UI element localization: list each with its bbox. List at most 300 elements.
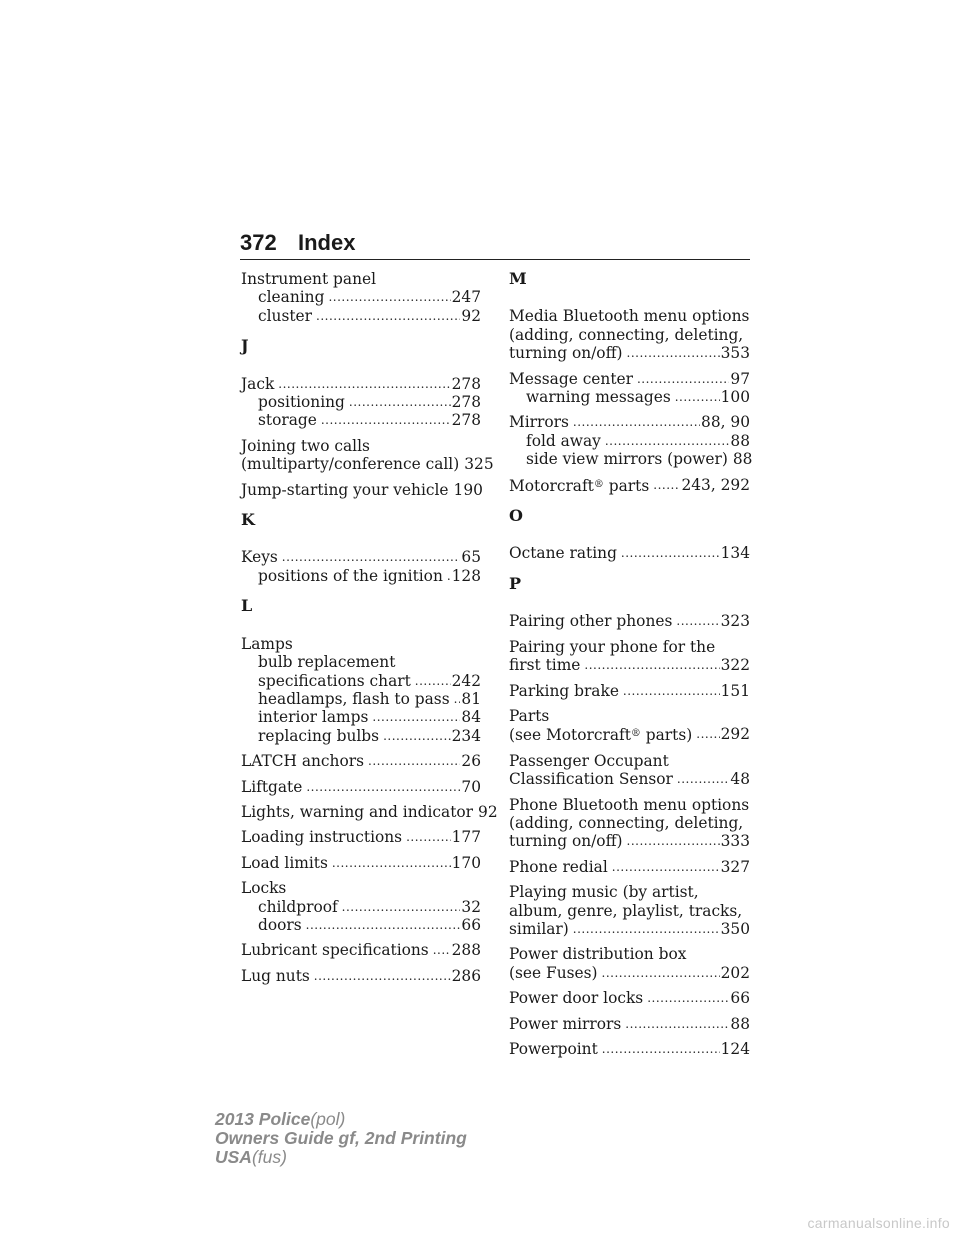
index-line bbox=[241, 828, 481, 846]
dot-leader bbox=[278, 375, 450, 393]
page-reference: 65 bbox=[461, 548, 481, 567]
index-line bbox=[509, 964, 750, 982]
dot-leader bbox=[321, 411, 451, 429]
entry-term-text: cleaning bbox=[258, 288, 325, 307]
dot-leader bbox=[282, 548, 461, 566]
entry-term-text: LATCH anchors bbox=[241, 752, 364, 771]
entry-term-text: Classification Sensor bbox=[509, 770, 673, 789]
dot-leader bbox=[383, 727, 451, 745]
index-subentry bbox=[509, 432, 750, 450]
entry-term bbox=[509, 858, 608, 876]
index-entry bbox=[509, 883, 750, 938]
index-entry bbox=[509, 707, 750, 745]
entry-term-rest: parts bbox=[603, 476, 650, 495]
index-line bbox=[241, 375, 481, 393]
entry-term-text: album, genre, playlist, tracks, bbox=[509, 901, 743, 920]
entry-term bbox=[241, 437, 370, 455]
entry-term bbox=[509, 413, 569, 431]
dot-leader bbox=[676, 612, 719, 630]
index-line bbox=[241, 455, 494, 474]
section-letter: L bbox=[241, 596, 253, 616]
index-subentry bbox=[241, 672, 481, 690]
entry-term bbox=[509, 344, 623, 362]
dot-leader bbox=[306, 778, 460, 796]
page-reference: 278 bbox=[451, 393, 481, 412]
index-entry bbox=[509, 638, 750, 675]
entry-term-text: Lug nuts bbox=[241, 966, 310, 985]
index-line bbox=[241, 635, 481, 653]
dot-leader bbox=[372, 708, 460, 726]
page-reference: 170 bbox=[451, 853, 481, 872]
index-entry bbox=[509, 544, 750, 562]
index-entry bbox=[509, 476, 750, 495]
page-reference: 234 bbox=[451, 726, 481, 745]
index-entry bbox=[241, 967, 481, 985]
page-reference: 88 bbox=[732, 450, 753, 469]
index-line bbox=[241, 778, 481, 796]
index-subentry bbox=[241, 653, 481, 671]
index-entry bbox=[241, 548, 481, 585]
index-line bbox=[241, 437, 481, 455]
dot-leader bbox=[602, 1040, 720, 1058]
index-line bbox=[509, 770, 750, 788]
entry-term bbox=[509, 707, 549, 725]
dot-leader bbox=[584, 656, 719, 674]
dot-leader bbox=[415, 672, 451, 690]
entry-term-text: storage bbox=[258, 411, 317, 430]
entry-term-text: similar) bbox=[509, 919, 569, 938]
dot-leader bbox=[696, 725, 719, 744]
index-line bbox=[241, 967, 481, 985]
page-reference: 84 bbox=[461, 708, 481, 727]
index-line bbox=[241, 548, 481, 566]
dot-leader bbox=[454, 690, 461, 708]
entry-term bbox=[509, 638, 715, 656]
entry-term bbox=[241, 854, 328, 872]
entry-term-text: Jump-starting your vehicle bbox=[241, 480, 449, 499]
page-reference: 353 bbox=[720, 344, 750, 363]
dot-leader bbox=[573, 413, 700, 431]
entry-term-text: Playing music (by artist, bbox=[509, 883, 699, 902]
index-entry bbox=[241, 802, 498, 821]
entry-term-text: first time bbox=[509, 656, 581, 675]
index-line bbox=[509, 858, 750, 876]
entry-term bbox=[258, 916, 302, 934]
entry-term bbox=[509, 796, 749, 814]
entry-term-text: doors bbox=[258, 915, 302, 934]
entry-term bbox=[509, 612, 672, 630]
index-entry bbox=[241, 828, 481, 846]
entry-term bbox=[509, 725, 692, 744]
entry-term bbox=[241, 548, 278, 566]
entry-term-text: interior lamps bbox=[258, 708, 369, 727]
page-reference: 242 bbox=[451, 671, 481, 690]
header-rule bbox=[240, 259, 750, 260]
page-reference: 333 bbox=[720, 832, 750, 851]
entry-term bbox=[509, 682, 619, 700]
entry-term-text: Motorcraft bbox=[509, 476, 594, 495]
entry-term bbox=[241, 375, 274, 393]
index-line bbox=[509, 752, 750, 770]
page-reference: 247 bbox=[451, 288, 481, 307]
index-column-left bbox=[241, 270, 498, 992]
dot-leader bbox=[653, 476, 680, 495]
dot-leader bbox=[627, 344, 720, 362]
entry-term-text: fold away bbox=[526, 431, 601, 450]
entry-term bbox=[241, 803, 473, 821]
entry-term bbox=[509, 752, 669, 770]
footer-line-2: Owners Guide gf, 2nd Printing bbox=[215, 1128, 467, 1148]
index-entry bbox=[509, 307, 750, 362]
entry-term-text: Locks bbox=[241, 879, 287, 898]
section-letter: O bbox=[509, 506, 523, 526]
dot-leader bbox=[349, 393, 451, 411]
index-subentry bbox=[241, 916, 481, 934]
entry-term bbox=[509, 902, 742, 920]
entry-term bbox=[509, 307, 749, 325]
footer-model: 2013 Police bbox=[215, 1109, 311, 1129]
entry-term-text: (see Motorcraft bbox=[509, 726, 631, 745]
entry-term bbox=[258, 411, 317, 429]
page-reference: 100 bbox=[720, 388, 750, 407]
entry-term-text: bulb replacement bbox=[258, 653, 396, 672]
entry-term-text: positioning bbox=[258, 393, 345, 412]
index-line bbox=[241, 941, 481, 959]
entry-term bbox=[509, 656, 580, 674]
index-line bbox=[241, 854, 481, 872]
entry-term bbox=[509, 476, 649, 495]
dot-leader bbox=[602, 964, 720, 982]
dot-leader bbox=[647, 989, 729, 1007]
index-subentry bbox=[241, 411, 481, 429]
index-line bbox=[509, 344, 750, 362]
entry-term-text: Pairing other phones bbox=[509, 612, 673, 631]
dot-leader bbox=[627, 832, 720, 850]
section-letter: J bbox=[241, 336, 249, 356]
index-line bbox=[509, 989, 750, 1007]
dot-leader bbox=[637, 370, 729, 388]
entry-term bbox=[509, 814, 743, 832]
index-entry bbox=[509, 413, 753, 469]
index-entry bbox=[509, 752, 750, 789]
entry-term-text: turning on/off) bbox=[509, 344, 623, 363]
page-reference: 32 bbox=[461, 897, 481, 916]
page-title: Index bbox=[298, 230, 356, 255]
entry-term-text: Power mirrors bbox=[509, 1014, 622, 1033]
entry-term-text: Power distribution box bbox=[509, 945, 687, 964]
index-line bbox=[509, 707, 750, 725]
entry-term bbox=[258, 288, 324, 306]
entry-term-text: Joining two calls bbox=[241, 436, 370, 455]
entry-term bbox=[509, 370, 633, 388]
entry-term bbox=[258, 727, 379, 745]
page-reference: 26 bbox=[461, 752, 481, 771]
index-line bbox=[509, 814, 750, 832]
page-reference: 88 bbox=[730, 431, 750, 450]
entry-term-text: Pairing your phone for the bbox=[509, 637, 716, 656]
footer bbox=[215, 1110, 467, 1167]
entry-term-text: Octane rating bbox=[509, 544, 617, 563]
index-entry bbox=[509, 945, 750, 982]
page-reference: 286 bbox=[451, 966, 481, 985]
entry-term-text: specifications chart bbox=[258, 671, 411, 690]
dot-leader bbox=[612, 858, 720, 876]
page-reference: 322 bbox=[720, 656, 750, 675]
page-reference: 70 bbox=[461, 777, 481, 796]
entry-term bbox=[241, 635, 293, 653]
entry-term-text: headlamps, flash to pass bbox=[258, 689, 450, 708]
index-line bbox=[509, 638, 750, 656]
page-reference: 66 bbox=[730, 989, 750, 1008]
index-line bbox=[509, 612, 750, 630]
index-subentry bbox=[241, 727, 481, 745]
registered-mark: ® bbox=[630, 728, 641, 740]
index-entry bbox=[241, 270, 481, 325]
index-subentry bbox=[241, 393, 481, 411]
index-line bbox=[241, 270, 481, 288]
index-line bbox=[509, 832, 750, 850]
footer-line-3 bbox=[215, 1148, 467, 1167]
entry-term-text: Power door locks bbox=[509, 989, 644, 1008]
entry-term bbox=[241, 455, 459, 473]
dot-leader bbox=[605, 432, 730, 450]
dot-leader bbox=[573, 920, 720, 938]
entry-term bbox=[241, 752, 364, 770]
entry-term-text: Parking brake bbox=[509, 681, 619, 700]
index-entry bbox=[509, 1015, 750, 1033]
index-column-right bbox=[509, 269, 753, 1065]
entry-term bbox=[509, 1015, 621, 1033]
entry-term bbox=[258, 307, 312, 325]
entry-term bbox=[509, 544, 617, 562]
entry-term bbox=[241, 778, 302, 796]
dot-leader bbox=[306, 916, 461, 934]
index-subentry bbox=[241, 307, 481, 325]
dot-leader bbox=[368, 752, 460, 770]
index-entry bbox=[509, 612, 750, 630]
dot-leader bbox=[328, 288, 450, 306]
dot-leader bbox=[447, 567, 451, 585]
entry-term-text: turning on/off) bbox=[509, 832, 623, 851]
entry-term bbox=[509, 883, 699, 901]
section-letter: P bbox=[509, 573, 522, 593]
entry-term-text: warning messages bbox=[526, 388, 671, 407]
index-entry bbox=[241, 879, 481, 934]
page-reference: 124 bbox=[720, 1040, 750, 1058]
index-entry bbox=[509, 682, 750, 700]
entry-term bbox=[509, 326, 743, 344]
entry-term bbox=[526, 432, 601, 450]
entry-term bbox=[509, 770, 673, 788]
index-entry bbox=[509, 989, 750, 1007]
page-reference: 288 bbox=[451, 941, 481, 960]
entry-term-text: positions of the ignition bbox=[258, 566, 443, 585]
entry-term bbox=[241, 941, 429, 959]
entry-term-text: Loading instructions bbox=[241, 828, 403, 847]
index-line bbox=[241, 802, 498, 821]
page-reference: 97 bbox=[730, 369, 750, 388]
dot-leader bbox=[621, 544, 720, 562]
entry-term bbox=[509, 1040, 598, 1058]
entry-term bbox=[509, 989, 643, 1007]
index-entry bbox=[241, 436, 494, 474]
page-reference: 190 bbox=[453, 480, 483, 499]
index-line bbox=[509, 796, 750, 814]
index-line bbox=[241, 752, 481, 770]
index-line bbox=[241, 879, 481, 897]
page-reference: 92 bbox=[461, 306, 481, 325]
entry-term bbox=[258, 898, 338, 916]
entry-term-text: (adding, connecting, deleting, bbox=[509, 325, 744, 344]
entry-term-text: Phone redial bbox=[509, 857, 608, 876]
index-entry bbox=[509, 796, 750, 851]
index-subentry bbox=[241, 690, 481, 708]
entry-term bbox=[509, 832, 623, 850]
entry-term-text: Mirrors bbox=[509, 413, 569, 432]
entry-term-text: replacing bulbs bbox=[258, 726, 380, 745]
page-reference: 177 bbox=[451, 828, 481, 847]
dot-leader bbox=[677, 770, 729, 788]
index-line bbox=[509, 682, 750, 700]
registered-mark: ® bbox=[593, 478, 604, 490]
dot-leader bbox=[332, 854, 451, 872]
entry-term-text: (see Fuses) bbox=[509, 963, 598, 982]
index-line bbox=[509, 544, 750, 562]
index-line bbox=[241, 481, 481, 499]
index-entry bbox=[241, 941, 481, 959]
entry-term bbox=[258, 567, 443, 585]
entry-term bbox=[258, 393, 345, 411]
index-line bbox=[509, 307, 750, 325]
page-reference: 88, 90 bbox=[701, 413, 750, 432]
page-number: 372 bbox=[240, 230, 277, 255]
index-entry bbox=[241, 854, 481, 872]
entry-term-text: Parts bbox=[509, 706, 550, 725]
index-line bbox=[509, 656, 750, 674]
entry-term-text: Passenger Occupant bbox=[509, 751, 669, 770]
index-line bbox=[509, 326, 750, 344]
index-line bbox=[509, 476, 750, 495]
entry-term bbox=[241, 828, 402, 846]
entry-term bbox=[509, 945, 686, 963]
entry-term-text: Jack bbox=[241, 374, 275, 393]
entry-term-rest: parts) bbox=[640, 726, 693, 745]
page-reference: 278 bbox=[451, 374, 481, 393]
index-subentry bbox=[241, 567, 481, 585]
footer-market-code: (fus) bbox=[251, 1147, 287, 1167]
page-reference: 350 bbox=[720, 919, 750, 938]
entry-term-text: childproof bbox=[258, 897, 338, 916]
footer-market: USA bbox=[215, 1147, 252, 1167]
index-entry bbox=[509, 370, 750, 407]
entry-term bbox=[258, 708, 368, 726]
page-reference: 81 bbox=[461, 689, 481, 708]
page-reference: 327 bbox=[720, 857, 750, 876]
index-line bbox=[509, 945, 750, 963]
entry-term-text: Media Bluetooth menu options bbox=[509, 307, 750, 326]
page-reference: 88 bbox=[730, 1014, 750, 1033]
index-subentry bbox=[509, 450, 753, 469]
index-subentry bbox=[241, 898, 481, 916]
index-line bbox=[509, 920, 750, 938]
dot-leader bbox=[316, 307, 460, 325]
page-reference: 134 bbox=[720, 544, 750, 563]
page-reference: 292 bbox=[720, 725, 750, 744]
entry-term-text: (adding, connecting, deleting, bbox=[509, 813, 744, 832]
watermark: carmanualsonline.info bbox=[807, 1215, 950, 1231]
entry-term-text: Lights, warning and indicator bbox=[241, 802, 474, 821]
index-line bbox=[509, 1015, 750, 1033]
index-entry bbox=[241, 752, 481, 770]
entry-term-text: cluster bbox=[258, 306, 313, 325]
index-entry bbox=[241, 778, 481, 796]
index-entry bbox=[241, 375, 481, 430]
page-reference: 325 bbox=[464, 455, 494, 474]
page-reference: 48 bbox=[730, 770, 750, 789]
dot-leader bbox=[623, 682, 720, 700]
entry-term-text: Phone Bluetooth menu options bbox=[509, 795, 750, 814]
index-entry bbox=[509, 858, 750, 876]
index-entry bbox=[241, 481, 481, 499]
entry-term-text: Powerpoint bbox=[509, 1040, 598, 1058]
entry-term bbox=[509, 964, 598, 982]
entry-term-text: Keys bbox=[241, 548, 278, 567]
page-reference: 243, 292 bbox=[681, 475, 750, 494]
index-line bbox=[509, 413, 750, 431]
section-letter: K bbox=[241, 510, 255, 530]
dot-leader bbox=[406, 828, 451, 846]
entry-term bbox=[258, 672, 411, 690]
entry-term-text: Instrument panel bbox=[241, 270, 377, 288]
index-line bbox=[509, 902, 750, 920]
index-line bbox=[509, 370, 750, 388]
index-line bbox=[509, 883, 750, 901]
index-subentry bbox=[241, 708, 481, 726]
entry-term bbox=[526, 388, 671, 406]
entry-term bbox=[241, 967, 310, 985]
page-reference: 151 bbox=[720, 681, 750, 700]
entry-term bbox=[526, 450, 728, 468]
index-entry bbox=[241, 635, 481, 745]
page-reference: 202 bbox=[720, 963, 750, 982]
entry-term-text: Liftgate bbox=[241, 777, 303, 796]
entry-term-text: (multiparty/conference call) bbox=[241, 455, 460, 474]
dot-leader bbox=[433, 941, 451, 959]
page-reference: 278 bbox=[451, 411, 481, 430]
dot-leader bbox=[342, 898, 461, 916]
entry-term bbox=[241, 879, 286, 897]
index-subentry bbox=[509, 388, 750, 406]
entry-term-text: Message center bbox=[509, 369, 633, 388]
index-line bbox=[509, 1040, 750, 1058]
section-letter: M bbox=[509, 269, 527, 288]
dot-leader bbox=[675, 388, 720, 406]
page-reference: 323 bbox=[720, 612, 750, 631]
index-subentry bbox=[241, 288, 481, 306]
entry-term bbox=[241, 481, 449, 499]
entry-term bbox=[509, 920, 569, 938]
dot-leader bbox=[625, 1015, 729, 1033]
index-entry bbox=[509, 1040, 750, 1058]
index-line bbox=[509, 725, 750, 744]
entry-term bbox=[258, 653, 395, 671]
footer-model-code: (pol) bbox=[310, 1109, 346, 1129]
entry-term-text: side view mirrors (power) bbox=[526, 450, 728, 469]
page-reference: 128 bbox=[451, 566, 481, 585]
entry-term bbox=[258, 690, 450, 708]
entry-term-text: Lubricant specifications bbox=[241, 941, 429, 960]
page-reference: 92 bbox=[478, 802, 498, 821]
